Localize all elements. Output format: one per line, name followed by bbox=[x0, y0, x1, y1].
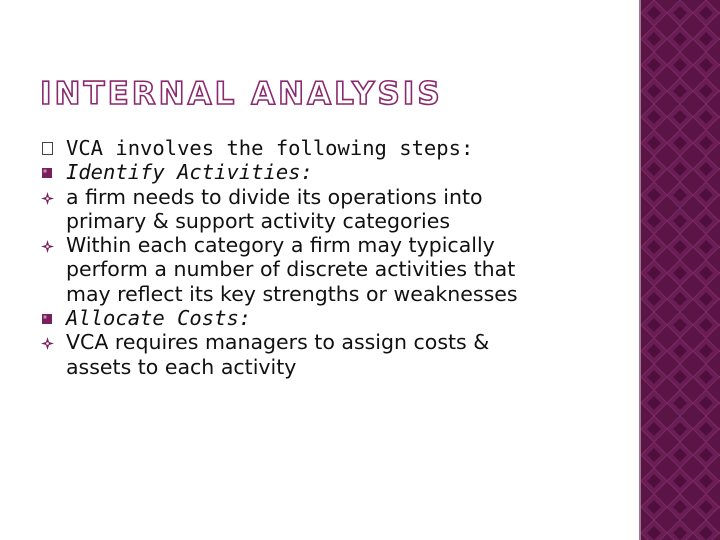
bullet-text: Identify Activities: bbox=[66, 160, 313, 185]
slide-title: INTERNAL ANALYSIS bbox=[40, 76, 443, 112]
bullet-item bbox=[40, 185, 630, 209]
bullet-continuation: perform a number of discrete activities that bbox=[66, 257, 516, 282]
bullet-text: Within each category a firm may typically bbox=[66, 233, 495, 258]
diamond-bullet-icon bbox=[40, 330, 60, 354]
bullet-text: Allocate Costs: bbox=[66, 306, 252, 331]
box-bullet-icon bbox=[40, 136, 60, 160]
bullet-text: a firm needs to divide its operations into bbox=[66, 184, 483, 209]
bullet-item bbox=[40, 233, 630, 257]
bullet-item bbox=[40, 330, 630, 354]
bullet-item bbox=[40, 160, 630, 184]
diamond-bullet-icon bbox=[40, 185, 60, 209]
bullet-item bbox=[40, 306, 630, 330]
bullet-text: VCA involves the following steps: bbox=[66, 136, 474, 160]
bullet-text: VCA requires managers to assign costs & bbox=[66, 330, 490, 355]
bullet-continuation: primary & support activity categories bbox=[66, 208, 451, 233]
bullet-list bbox=[40, 136, 630, 379]
bullet-continuation: may reflect its key strengths or weaknesses bbox=[66, 281, 518, 306]
diamond-bullet-icon bbox=[40, 233, 60, 257]
bullet-item bbox=[40, 136, 630, 160]
bullet-continuation: assets to each activity bbox=[66, 354, 297, 379]
square-bullet-icon bbox=[40, 160, 60, 184]
decorative-side-panel bbox=[641, 0, 720, 540]
square-bullet-icon bbox=[40, 306, 60, 330]
